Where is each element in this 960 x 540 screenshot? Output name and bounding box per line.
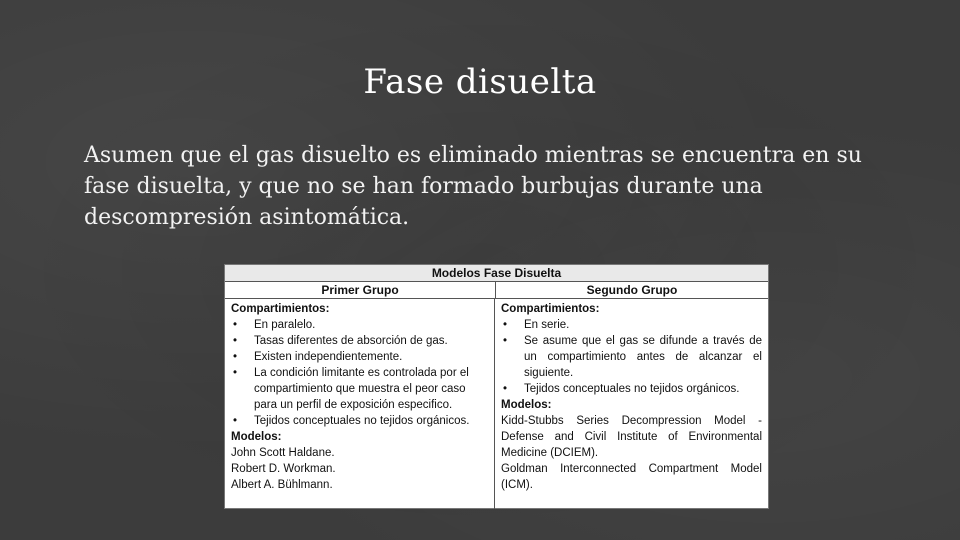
table-body <box>225 299 768 509</box>
right-models-label: Modelos: <box>501 399 552 411</box>
left-compartments-list <box>231 317 488 429</box>
header-segundo-grupo: Segundo Grupo <box>586 283 678 297</box>
model-item: Robert D. Workman. <box>231 463 336 475</box>
slide-title: Fase disuelta <box>363 62 597 102</box>
model-item: Kidd-Stubbs Series Decompression Model - Defense and Civil Institute of Environmental Medicine (DCIEM). <box>501 415 762 459</box>
list-item: • Existen independientemente. <box>231 349 488 365</box>
model-item: Albert A. Bühlmann. <box>231 479 333 491</box>
column-segundo-grupo <box>495 299 768 509</box>
left-compartments-label: Compartimientos: <box>231 303 330 315</box>
table-header-row <box>225 282 768 299</box>
list-item: • Se asume que el gas se difunde a través de un compartimiento antes de alcanzar el siguiente. <box>501 333 762 381</box>
list-item: • Tasas diferentes de absorción de gas. <box>231 333 488 349</box>
model-item: John Scott Haldane. <box>231 447 335 459</box>
column-primer-grupo <box>225 299 495 509</box>
slide-body-text: Asumen que el gas disuelto es eliminado mientras se encuentra en su fase disuelta, y que no se han formado burbujas durante una descompresión asintomática. <box>84 143 862 230</box>
right-compartments-label: Compartimientos: <box>501 303 600 315</box>
list-item: • Tejidos conceptuales no tejidos orgánicos. <box>231 413 488 429</box>
right-compartments-list <box>501 317 762 397</box>
list-item: • Tejidos conceptuales no tejidos orgánicos. <box>501 381 762 397</box>
model-item: Goldman Interconnected Compartment Model (ICM). <box>501 463 762 491</box>
list-item: • En serie. <box>501 317 762 333</box>
list-item: • En paralelo. <box>231 317 488 333</box>
list-item: • La condición limitante es controlada por el compartimiento que muestra el peor caso para un perfil de exposición especifico. <box>231 365 488 413</box>
header-primer-grupo: Primer Grupo <box>225 282 496 298</box>
table-title: Modelos Fase Disuelta <box>225 265 768 282</box>
models-table <box>224 264 769 509</box>
left-models-label: Modelos: <box>231 431 282 443</box>
